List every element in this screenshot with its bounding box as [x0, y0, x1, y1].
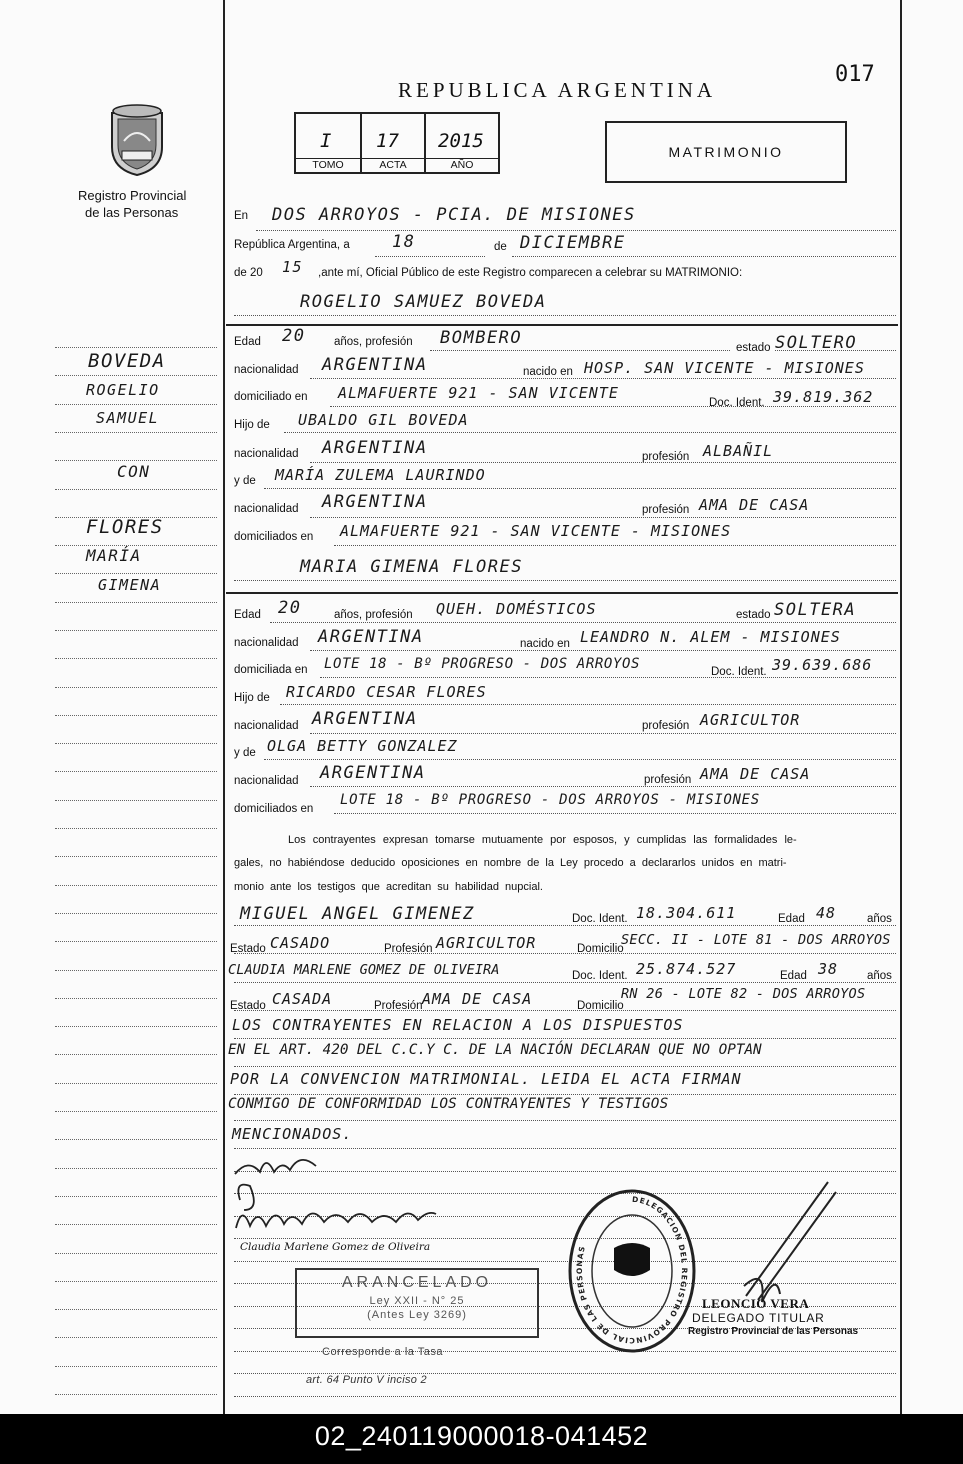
label: años — [867, 970, 892, 982]
margin-rule-line — [55, 1394, 217, 1395]
right-border — [900, 0, 902, 1414]
margin-rule-line — [55, 432, 217, 433]
label: nacido en — [523, 366, 573, 378]
margin-rule-line — [55, 1337, 217, 1338]
label: Doc. Ident. — [572, 913, 628, 925]
witness1-estado: CASADO — [270, 934, 331, 952]
act-type-box: MATRIMONIO — [605, 121, 847, 183]
margin-rule-line — [55, 1083, 217, 1084]
witness2-domicilio: RN 26 - LOTE 82 - DOS ARROYOS — [621, 986, 866, 1002]
label: Estado — [230, 943, 266, 955]
registry-name-line1: Registro Provincial — [78, 188, 187, 203]
groom-domicilio: ALMAFUERTE 921 - SAN VICENTE — [338, 384, 619, 402]
label: profesión — [642, 504, 690, 516]
ano-label: AÑO — [426, 158, 498, 174]
label: nacionalidad — [234, 775, 299, 787]
label: Estado — [230, 1000, 266, 1012]
bride-full-name: MARIA GIMENA FLORES — [300, 557, 523, 577]
bride-domicilio: LOTE 18 - Bº PROGRESO - DOS ARROYOS — [324, 656, 641, 672]
year-suffix: 15 — [282, 258, 304, 276]
label: Profesión — [374, 1000, 423, 1012]
witness1-domicilio: SECC. II - LOTE 81 - DOS ARROYOS — [621, 932, 891, 948]
label: Profesión — [384, 943, 433, 955]
groom-edad: 20 — [282, 326, 306, 346]
label: domiciliado en — [234, 391, 308, 403]
label: años, profesión — [334, 609, 413, 621]
label: y de — [234, 475, 256, 487]
margin-rule-line — [55, 885, 217, 886]
label: Doc. Ident. — [711, 666, 767, 678]
declaration-line2: gales, no habiéndose deducido oposiciones en nombre de la Ley procedo a declararlos unidos en matri- — [234, 857, 787, 869]
margin-rule-line — [55, 913, 217, 914]
witness2-doc: 25.874.527 — [636, 960, 737, 978]
label: profesión — [644, 774, 692, 786]
signature-rule-line — [234, 1148, 896, 1149]
label: años — [867, 913, 892, 925]
margin-rule-line — [55, 1168, 217, 1169]
bride-madre-profesion: AMA DE CASA — [700, 765, 811, 783]
official-signature-icon — [736, 1176, 856, 1310]
margin-rule-line — [55, 658, 217, 659]
margin-rule-line — [55, 743, 217, 744]
bride-padres-domicilio: LOTE 18 - Bº PROGRESO - DOS ARROYOS - MISIONES — [340, 792, 760, 808]
witness2-edad: 38 — [818, 960, 839, 978]
groom-full-name: ROGELIO SAMUEZ BOVEDA — [300, 292, 547, 312]
label: domiciliados en — [234, 803, 314, 815]
margin-rule-line — [55, 1111, 217, 1112]
label: Domicilio — [577, 943, 624, 955]
declaration-line1: Los contrayentes expresan tomarse mutuamente por esposos, y cumplidas las formalidades le- — [288, 834, 797, 846]
margin-rule-line — [55, 771, 217, 772]
bride-edad: 20 — [278, 598, 302, 618]
label: domiciliada en — [234, 664, 308, 676]
bride-padre: RICARDO CESAR FLORES — [286, 683, 487, 701]
de-label: de — [494, 241, 507, 253]
signature-rule-line — [234, 1396, 896, 1397]
label: Doc. Ident. — [709, 397, 765, 409]
declaration-line3: monio ante los testigos que acreditan su habilidad nupcial. — [234, 881, 543, 893]
label: profesión — [642, 451, 690, 463]
official-name: LEONCIO VERA — [702, 1296, 810, 1311]
bride-padre-nacionalidad: ARGENTINA — [312, 709, 418, 729]
label: años, profesión — [334, 336, 413, 348]
notes-line5: MENCIONADOS. — [232, 1125, 353, 1143]
delegation-seal-icon — [566, 1186, 698, 1356]
margin-rule-line — [55, 1026, 217, 1027]
document-code-bar: 02_240119000018-041452 — [0, 1414, 963, 1464]
bride-nacido: LEANDRO N. ALEM - MISIONES — [580, 628, 841, 646]
margin-rule-line — [55, 1366, 217, 1367]
margin-rule-line — [55, 715, 217, 716]
page-title: REPUBLICA ARGENTINA — [398, 78, 717, 102]
label: nacionalidad — [234, 364, 299, 376]
official-title: DELEGADO TITULAR — [692, 1311, 825, 1325]
notes-line2: EN EL ART. 420 DEL C.C.Y C. DE LA NACIÓN DECLARAN QUE NO OPTAN — [228, 1042, 762, 1058]
label: nacionalidad — [234, 448, 299, 460]
groom-doc: 39.819.362 — [773, 388, 874, 406]
margin-rule-line — [55, 998, 217, 999]
bride-profesion: QUEH. DOMÉSTICOS — [436, 600, 597, 618]
witness1-signature-icon — [232, 1200, 442, 1236]
margin-rule-line — [55, 856, 217, 857]
margin-con: CON — [117, 462, 151, 481]
groom-madre: MARÍA ZULEMA LAURINDO — [275, 466, 486, 484]
label: Edad — [780, 970, 807, 982]
acta-value: 17 — [376, 130, 399, 152]
witness2-signature-text: Claudia Marlene Gomez de Oliveira — [240, 1241, 431, 1253]
margin-name2-bride: GIMENA — [98, 576, 162, 594]
margin-rule-line — [55, 1054, 217, 1055]
margin-rule-line — [55, 1281, 217, 1282]
acta-label: ACTA — [362, 158, 426, 174]
groom-nacido: HOSP. SAN VICENTE - MISIONES — [584, 359, 865, 377]
label: Hijo de — [234, 692, 270, 704]
witness1-profesion: AGRICULTOR — [436, 934, 537, 952]
seal-text: DELEGACION DEL REGISTRO PROVINCIAL DE LAS PERSONAS — [574, 1194, 689, 1346]
witness2-profesion: AMA DE CASA — [422, 990, 533, 1008]
groom-padre-profesion: ALBAÑIL — [703, 442, 774, 460]
notes-line3: POR LA CONVENCION MATRIMONIAL. LEIDA EL ACTA FIRMAN — [230, 1070, 742, 1088]
label: y de — [234, 747, 256, 759]
bride-doc: 39.639.686 — [772, 656, 873, 674]
groom-padre-nacionalidad: ARGENTINA — [322, 438, 428, 458]
witness2-name: CLAUDIA MARLENE GOMEZ DE OLIVEIRA — [228, 962, 500, 978]
label: Domicilio — [577, 1000, 624, 1012]
bride-padre-profesion: AGRICULTOR — [700, 711, 801, 729]
margin-name2-groom: SAMUEL — [96, 409, 160, 427]
groom-padre: UBALDO GIL BOVEDA — [298, 411, 469, 429]
groom-madre-nacionalidad: ARGENTINA — [322, 492, 428, 512]
month: DICIEMBRE — [520, 233, 626, 253]
place: DOS ARROYOS - PCIA. DE MISIONES — [272, 205, 636, 225]
bride-madre: OLGA BETTY GONZALEZ — [267, 737, 458, 755]
arancelado-stamp — [295, 1268, 539, 1338]
margin-rule-line — [55, 1253, 217, 1254]
groom-profesion: BOMBERO — [440, 328, 523, 348]
page-number: 017 — [835, 62, 875, 87]
label: estado — [736, 609, 771, 621]
stamp-text: (Antes Ley 3269) — [367, 1309, 467, 1321]
ano-value: 2015 — [438, 130, 484, 152]
bride-nacionalidad: ARGENTINA — [318, 627, 424, 647]
label: profesión — [642, 720, 690, 732]
margin-surname-bride: FLORES — [86, 516, 164, 538]
label: estado — [736, 342, 771, 354]
left-border — [223, 0, 225, 1414]
registry-name-line2: de las Personas — [85, 205, 179, 220]
margin-rule-line — [55, 800, 217, 801]
tomo-acta-ano-box — [294, 112, 500, 174]
notes-line1: LOS CONTRAYENTES EN RELACION A LOS DISPUESTOS — [232, 1016, 684, 1034]
stamp-text: Ley XXII - N° 25 — [369, 1295, 465, 1307]
label: nacido en — [520, 638, 570, 650]
corresponde-stamp: Corresponde a la Tasa — [322, 1346, 443, 1358]
province-emblem-icon — [104, 103, 170, 177]
margin-rule-line — [55, 1196, 217, 1197]
margin-rule-line — [55, 602, 217, 603]
margin-rule-line — [55, 630, 217, 631]
witness1-name: MIGUEL ANGEL GIMENEZ — [240, 904, 475, 924]
day: 18 — [392, 232, 416, 252]
margin-name1-groom: ROGELIO — [86, 381, 160, 399]
margin-rule-line — [55, 460, 217, 461]
bride-estado: SOLTERA — [774, 600, 857, 620]
notes-line4: CONMIGO DE CONFORMIDAD LOS CONTRAYENTES Y TESTIGOS — [228, 1096, 669, 1112]
stamp-text: ARANCELADO — [341, 1274, 493, 1291]
official-org: Registro Provincial de las Personas — [688, 1326, 859, 1337]
label: nacionalidad — [234, 637, 299, 649]
margin-rule-line — [55, 1309, 217, 1310]
margin-surname-groom: BOVEDA — [88, 350, 166, 372]
witness1-doc: 18.304.611 — [636, 904, 737, 922]
margin-rule-line — [55, 970, 217, 971]
corresponde-stamp-detail: art. 64 Punto V inciso 2 — [306, 1374, 427, 1386]
margin-rule-line — [55, 347, 217, 348]
tomo-value: I — [320, 130, 332, 152]
margin-rule-line — [55, 828, 217, 829]
label: nacionalidad — [234, 720, 299, 732]
bride-madre-nacionalidad: ARGENTINA — [320, 763, 426, 783]
margin-rule-line — [55, 1224, 217, 1225]
en-label: En — [234, 210, 249, 222]
label: nacionalidad — [234, 503, 299, 515]
groom-estado: SOLTERO — [775, 333, 858, 353]
republica-label: República Argentina, a — [234, 239, 350, 251]
groom-nacionalidad: ARGENTINA — [322, 355, 428, 375]
label: Doc. Ident. — [572, 970, 628, 982]
label: Edad — [778, 913, 805, 925]
margin-rule-line — [55, 489, 217, 490]
ante-text: ,ante mí, Oficial Público de este Registro comparecen a celebrar su MATRIMONIO: — [318, 267, 743, 279]
margin-rule-line — [55, 941, 217, 942]
margin-rule-line — [55, 573, 217, 574]
label: Edad — [234, 609, 261, 621]
groom-madre-profesion: AMA DE CASA — [699, 496, 810, 514]
margin-name1-bride: MARÍA — [86, 546, 142, 565]
label: domiciliados en — [234, 531, 314, 543]
label: Edad — [234, 336, 261, 348]
label: Hijo de — [234, 419, 270, 431]
margin-rule-line — [55, 1139, 217, 1140]
year-prefix: de 20 — [234, 267, 263, 279]
margin-rule-line — [55, 404, 217, 405]
margin-rule-line — [55, 375, 217, 376]
witness1-edad: 48 — [816, 904, 837, 922]
groom-padres-domicilio: ALMAFUERTE 921 - SAN VICENTE - MISIONES — [340, 522, 732, 540]
margin-rule-line — [55, 687, 217, 688]
witness2-estado: CASADA — [272, 990, 333, 1008]
tomo-label: TOMO — [296, 158, 362, 174]
